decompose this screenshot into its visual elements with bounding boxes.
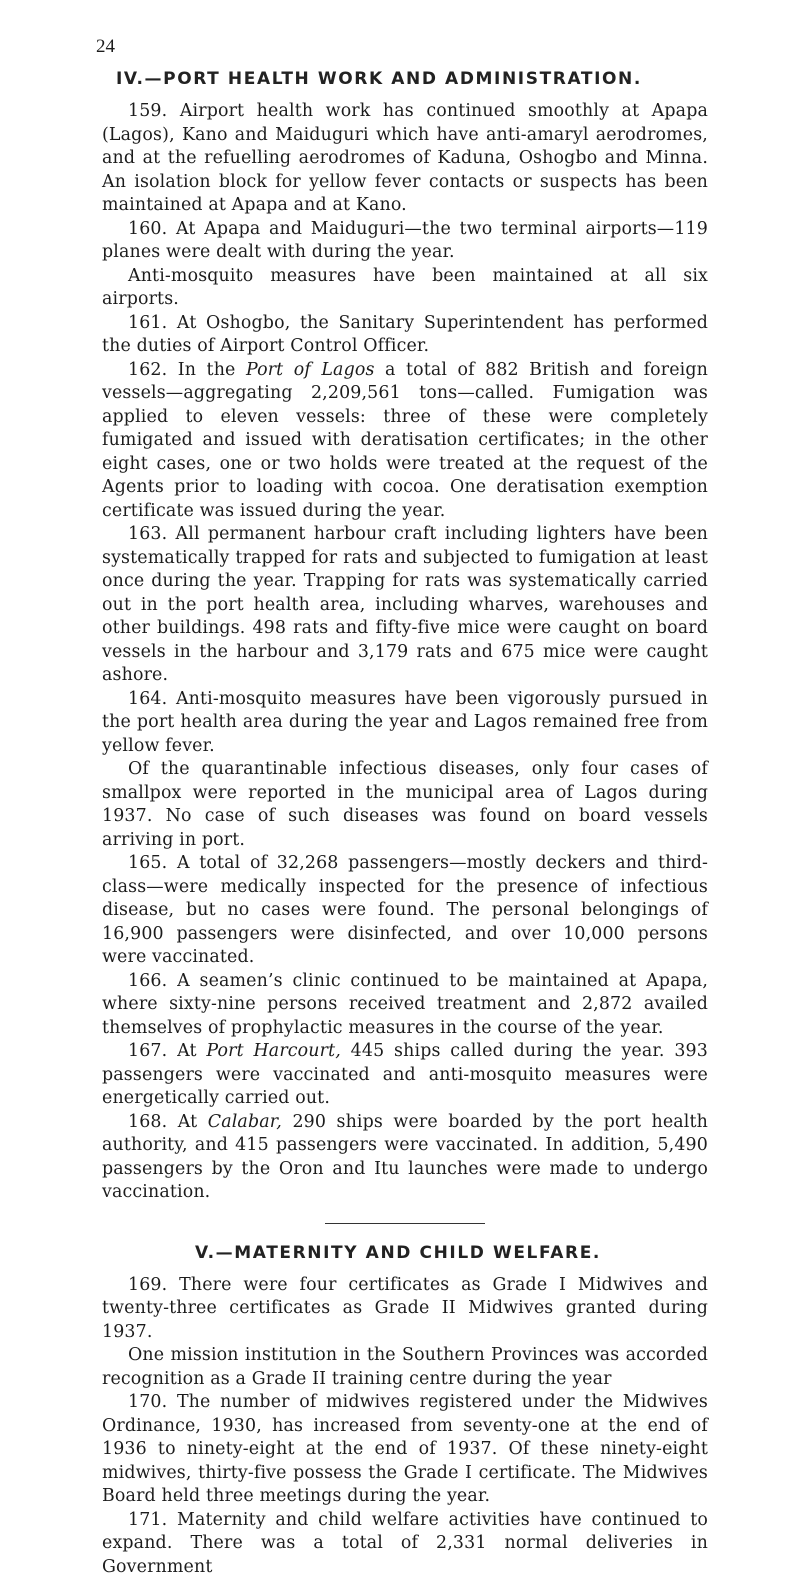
paragraph-number: 171. <box>128 1510 167 1530</box>
paragraph-164-continued <box>102 758 708 852</box>
paragraph-159 <box>102 100 708 218</box>
paragraph-168 <box>102 1111 708 1205</box>
paragraph-number: 163. <box>128 524 167 544</box>
paragraph-text: Of the quarantinable infectious diseases, only four cases of smallpox were reported in the municipal area of Lagos during 1937. No case of such diseases was found on board vessels arriving in port. <box>102 759 708 850</box>
paragraph-number: 169. <box>128 1275 167 1295</box>
paragraph-167 <box>102 1040 708 1111</box>
paragraph-text: Anti-mosquito measures have been maintained at all six airports. <box>102 266 708 310</box>
section-heading-maternity: V.—MATERNITY AND CHILD WELFARE. <box>102 1232 708 1274</box>
paragraph-number: 165. <box>128 853 167 873</box>
paragraph-lead: In the <box>178 360 236 380</box>
paragraph-text: At Oshogbo, the Sanitary Superintendent has performed the duties of Airport Control Officer. <box>102 313 708 357</box>
paragraph-text: Airport health work has continued smoothly at Apapa (Lagos), Kano and Maiduguri which have anti-amaryl aerodromes, and at the refuelling aerodromes of Kaduna, Oshogbo and Minna. An isolation block for yellow fever contacts or suspects has been maintained at Apapa and at Kano. <box>102 101 708 215</box>
paragraph-text: There were four certificates as Grade I Midwives and twenty-three certificates as Grade II Midwives granted during 1937. <box>102 1275 708 1342</box>
paragraph-lead: At <box>177 1041 197 1061</box>
paragraph-text: The number of midwives registered under the Midwives Ordinance, 1930, has increased from seventy-one at the end of 1936 to ninety-eight at the end of 1937. Of these ninety-eight midwives, thirty-five possess the Grade I certificate. The Midwives Board held three meetings during the year. <box>102 1392 708 1506</box>
paragraph-171 <box>102 1509 708 1579</box>
paragraph-text: A seamen’s clinic continued to be maintained at Apapa, where sixty-nine persons received treatment and 2,872 availed themselves of prophylactic measures in the course of the year. <box>102 971 708 1038</box>
paragraph-text: All permanent harbour craft including lighters have been systematically trapped for rats and subjected to fumigation at least once during the year. Trapping for rats was systematically carried out in the port health area, including wharves, warehouses and other buildings. 498 rats and fifty-five mice were caught on board vessels in the harbour and 3,179 rats and 675 mice were caught ashore. <box>102 524 708 685</box>
paragraph-165 <box>102 852 708 970</box>
paragraph-161 <box>102 312 708 359</box>
paragraph-text: Anti-mosquito measures have been vigorously pursued in the port health area during the year and Lagos remained free from yellow fever. <box>102 689 708 756</box>
page-number: 24 <box>96 36 115 58</box>
paragraph-text: Maternity and child welfare activities have continued to expand. There was a total of 2,331 normal deliveries in Government <box>102 1510 708 1577</box>
page-content <box>102 58 708 1579</box>
paragraph-160 <box>102 218 708 265</box>
paragraph-number: 162. <box>128 360 167 380</box>
paragraph-162 <box>102 359 708 524</box>
paragraph-text: 290 ships were boarded by the port health authority, and 415 passengers were vaccinated. In addition, 5,490 passengers by the Oron and Itu launches were made to undergo vaccination. <box>102 1112 708 1203</box>
paragraph-number: 168. <box>128 1112 167 1132</box>
paragraph-169-continued <box>102 1344 708 1391</box>
paragraph-number: 160. <box>128 219 167 239</box>
paragraph-160-continued <box>102 265 708 312</box>
paragraph-text: One mission institution in the Southern Provinces was accorded recognition as a Grade II training centre during the year <box>102 1345 708 1389</box>
paragraph-number: 170. <box>128 1392 167 1412</box>
paragraph-number: 166. <box>128 971 167 991</box>
paragraph-text: 445 ships called during the year. 393 passengers were vaccinated and anti-mosquito measures were energetically carried out. <box>102 1041 708 1108</box>
paragraph-text: At Apapa and Maiduguri—the two terminal airports—119 planes were dealt with during the year. <box>102 219 708 263</box>
paragraph-text: A total of 32,268 passengers—mostly deckers and third-class—were medically inspected for the presence of infectious disease, but no cases were found. The personal belongings of 16,900 passengers were disinfected, and over 10,000 persons were vaccinated. <box>102 853 708 967</box>
paragraph-number: 167. <box>128 1041 167 1061</box>
paragraph-163 <box>102 523 708 688</box>
paragraph-166 <box>102 970 708 1041</box>
paragraph-emphasis: Port of Lagos <box>246 360 375 380</box>
paragraph-text: a total of 882 British and foreign vessels—aggregating 2,209,561 tons—called. Fumigation was applied to eleven vessels: three of these were completely fumigated and issued with deratisation certificates; in the other eight cases, one or two holds were treated at the request of the Agents prior to loading with cocoa. One deratisation exemption certificate was issued during the year. <box>102 360 708 521</box>
paragraph-170 <box>102 1391 708 1509</box>
paragraph-number: 161. <box>128 313 167 333</box>
section-heading-port-health: IV.—PORT HEALTH WORK AND ADMINISTRATION. <box>116 58 708 100</box>
paragraph-169 <box>102 1274 708 1345</box>
paragraph-emphasis: Port Harcourt, <box>206 1041 341 1061</box>
paragraph-164 <box>102 688 708 759</box>
paragraph-number: 159. <box>128 101 167 121</box>
paragraph-emphasis: Calabar, <box>208 1112 282 1132</box>
paragraph-lead: At <box>178 1112 198 1132</box>
paragraph-number: 164. <box>128 689 167 709</box>
section-divider <box>325 1223 485 1224</box>
